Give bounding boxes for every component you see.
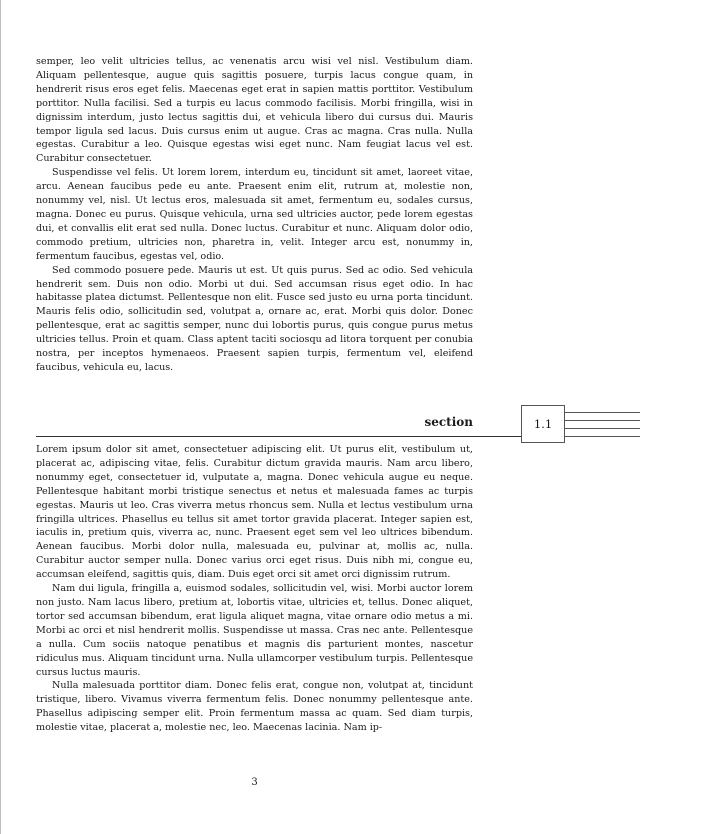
section-number: 1.1 [533,417,553,431]
paragraph: semper, leo velit ultricies tellus, ac venenatis arcu wisi vel nisl. Vestibulum diam. Aliquam pellentesque, augue quis sagittis posuere, turpis lacus congue quam, in hendrerit risus eros eget felis. Maecenas eget erat in sapien mattis porttitor. Vestibulum porttitor. Nulla facilisi. Sed a turpis eu lacus commodo facilisis. Morbi fringilla, wisi in dignissim interdum, justo lectus sagittis dui, et vehicula libero dui cursus dui. Mauris tempor ligula sed lacus. Duis cursus enim ut augue. Cras ac magna. Cras nulla. Nulla egestas. Curabitur a leo. Quisque egestas wisi eget nunc. Nam feugiat lacus vel est. Curabitur consectetuer. [36,56,473,165]
page-number: 3 [251,777,258,788]
margin-decoration-lines [565,412,640,444]
bottom-text-block [36,443,473,735]
paragraph: Nam dui ligula, fringilla a, euismod sodales, sollicitudin vel, wisi. Morbi auctor lorem non justo. Nam lacus libero, pretium at, lobortis vitae, ultricies et, tellus. Donec aliquet, tortor sed accumsan bibendum, erat ligula aliquet magna, vitae ornare odio metus a mi. Morbi ac orci et nisl hendrerit mollis. Suspendisse ut massa. Cras nec ante. Pellentesque a nulla. Cum sociis natoque penatibus et magnis dis parturient montes, nascetur ridiculus mus. Aliquam tincidunt urna. Nulla ullamcorper vestibulum turpis. Pellentesque cursus luctus mauris. [36,583,473,678]
section-number-box [521,405,565,443]
paragraph: Lorem ipsum dolor sit amet, consectetuer adipiscing elit. Ut purus elit, vestibulum ut, placerat ac, adipiscing vitae, felis. Curabitur dictum gravida mauris. Nam arcu libero, nonummy eget, consectetuer id, vulputate a, magna. Donec vehicula augue eu neque. Pellentesque habitant morbi tristique senectus et netus et malesuada fames ac turpis egestas. Mauris ut leo. Cras viverra metus rhoncus sem. Nulla et lectus vestibulum urna fringilla ultrices. Phasellus eu tellus sit amet tortor gravida placerat. Integer sapien est, iaculis in, pretium quis, viverra ac, nunc. Praesent eget sem vel leo ultrices bibendum. Aenean faucibus. Morbi dolor nulla, malesuada eu, pulvinar at, mollis ac, nulla. Curabitur auctor semper nulla. Donec varius orci eget risus. Duis nibh mi, congue eu, accumsan eleifend, sagittis quis, diam. Duis eget orci sit amet orci dignissim rutrum. [36,444,473,581]
paragraph: Sed commodo posuere pede. Mauris ut est. Ut quis purus. Sed ac odio. Sed vehicula hendrerit sem. Duis non odio. Morbi ut dui. Sed accumsan risus eget odio. In hac habitasse platea dictumst. Pellentesque non elit. Fusce sed justo eu urna porta tincidunt. Mauris felis odio, sollicitudin sed, volutpat a, ornare ac, erat. Morbi quis dolor. Donec pellentesque, erat ac sagittis semper, nunc dui lobortis purus, quis congue purus metus ultricies tellus. Proin et quam. Class aptent taciti sociosqu ad litora torquent per conubia nostra, per inceptos hymenaeos. Praesent sapien turpis, fermentum vel, eleifend faucibus, vehicula eu, lacus. [36,264,473,373]
top-text-block [36,55,473,375]
section-heading: section [424,415,473,429]
paragraph: Suspendisse vel felis. Ut lorem lorem, interdum eu, tincidunt sit amet, laoreet vitae, arcu. Aenean faucibus pede eu ante. Praesent enim elit, rutrum at, molestie non, nonummy vel, nisl. Ut lectus eros, malesuada sit amet, fermentum eu, sodales cursus, magna. Donec eu purus. Quisque vehicula, urna sed ultricies auctor, pede lorem egestas dui, et convallis elit erat sed nulla. Donec luctus. Curabitur et nunc. Aliquam dolor odio, commodo pretium, ultricies non, pharetra in, velit. Integer arcu est, nonummy in, fermentum faucibus, egestas vel, odio. [36,167,473,262]
paragraph: Nulla malesuada porttitor diam. Donec felis erat, congue non, volutpat at, tincidunt tristique, libero. Vivamus viverra fermentum felis. Donec nonummy pellentesque ante. Phasellus adipiscing semper elit. Proin fermentum massa ac quam. Sed diam turpis, molestie vitae, placerat a, molestie nec, leo. Maecenas lacinia. Nam ip- [36,680,473,734]
